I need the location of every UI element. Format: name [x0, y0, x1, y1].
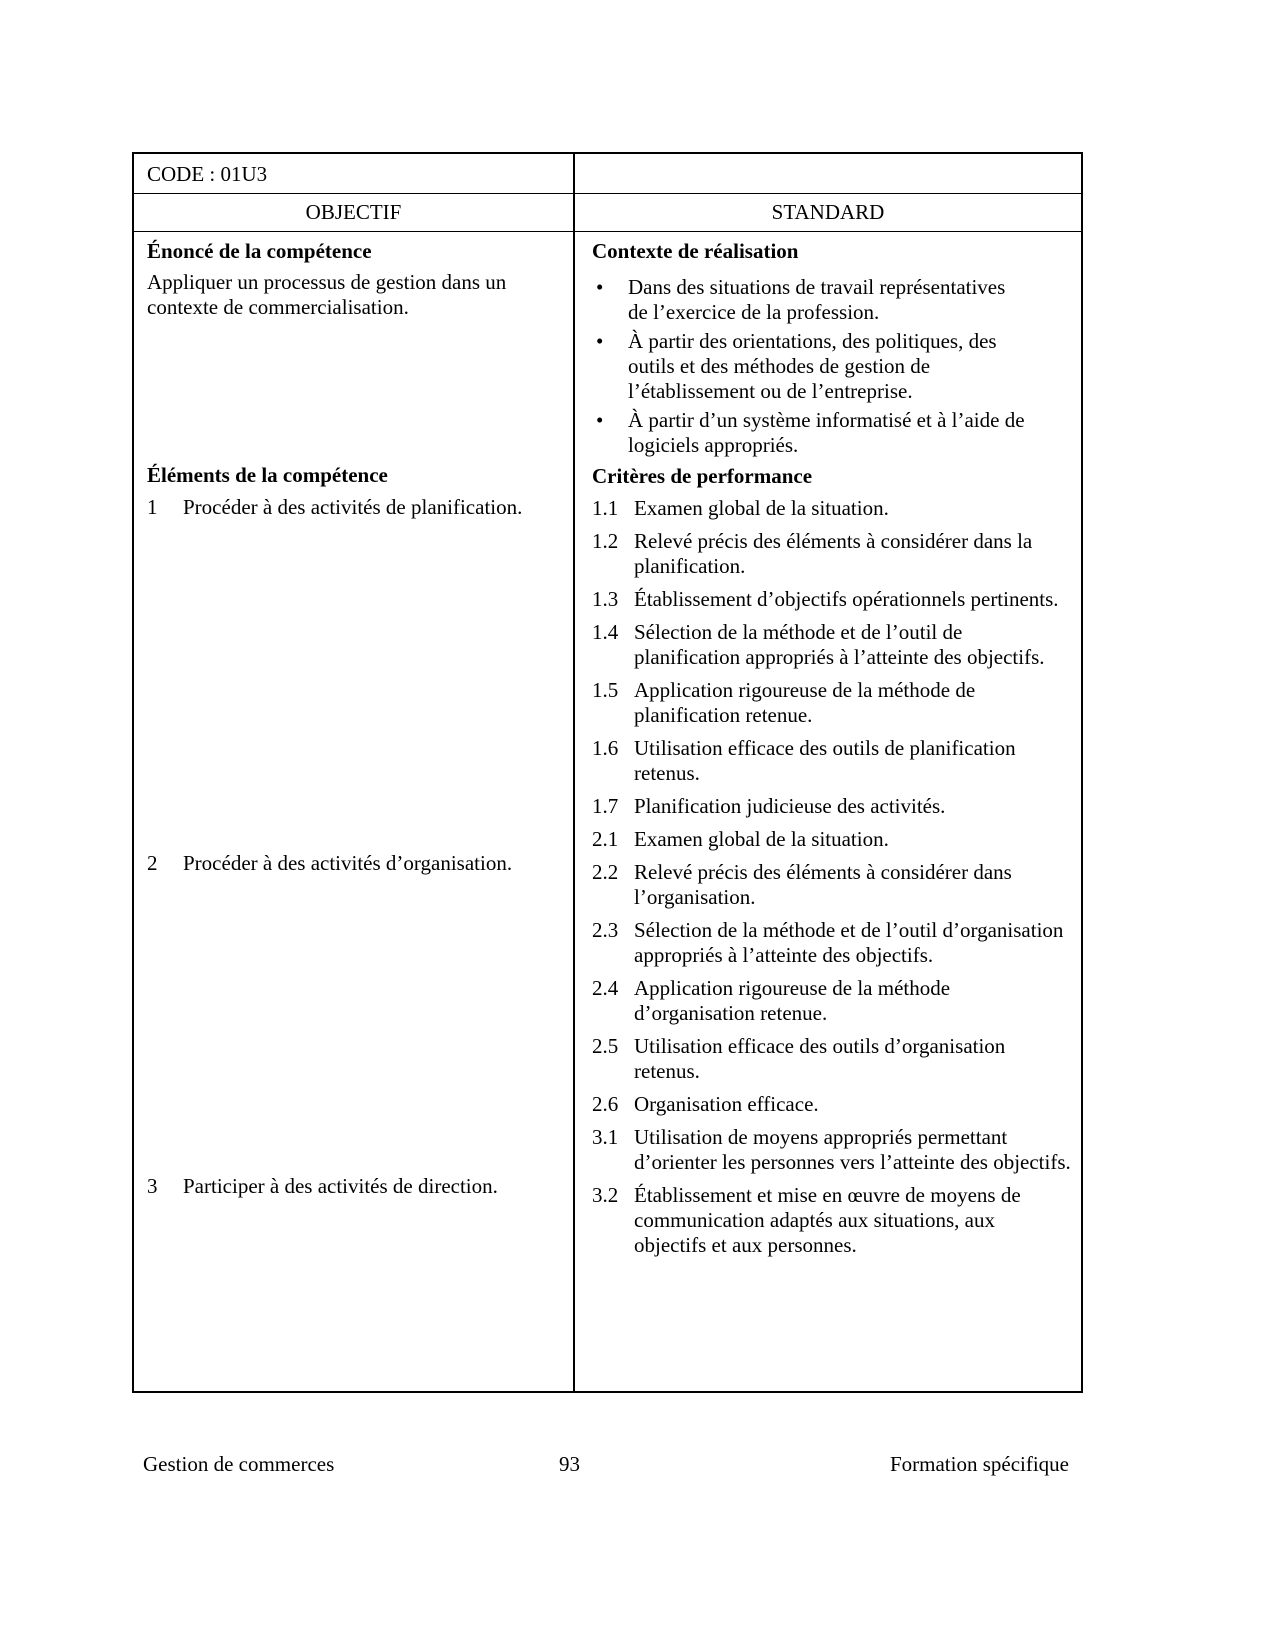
criterion-number: 2.3: [592, 918, 619, 942]
criterion-number: 1.4: [592, 620, 619, 644]
criterion-text: Relevé précis des éléments à considérer dans l’organisation.: [634, 860, 1012, 909]
criterion-item: [592, 918, 1072, 968]
criterion-text: Planification judicieuse des activités.: [634, 794, 946, 818]
criterion-text: Application rigoureuse de la méthode d’organisation retenue.: [634, 976, 951, 1025]
criterion-item: [592, 860, 1072, 910]
standard-column: [592, 239, 1072, 1258]
criterion-number: 2.6: [592, 1092, 619, 1116]
criterion-number: 2.4: [592, 976, 619, 1000]
element-item: 2 Procéder à des activités d’organisation.: [147, 851, 513, 875]
footer-page-number: 93: [559, 1452, 580, 1476]
contexte-title: Contexte de réalisation: [592, 239, 799, 263]
row-divider: [134, 193, 1081, 194]
criterion-number: 1.6: [592, 736, 619, 760]
criterion-item: [592, 620, 1072, 670]
criterion-item: [592, 496, 1072, 521]
objectif-header: OBJECTIF: [305, 200, 402, 224]
criterion-number: 2.2: [592, 860, 619, 884]
row-divider: [134, 231, 1081, 232]
criterion-text: Relevé précis des éléments à considérer dans la planification.: [634, 529, 1033, 578]
criterion-text: Sélection de la méthode et de l’outil de planification appropriés à l’atteinte des objectifs.: [634, 620, 1045, 669]
criterion-number: 2.5: [592, 1034, 619, 1058]
element-item: 1 Procéder à des activités de planification.: [147, 495, 523, 519]
criterion-number: 1.1: [592, 496, 619, 520]
criterion-text: Utilisation efficace des outils de planification retenus.: [634, 736, 1016, 785]
criterion-item: [592, 678, 1072, 728]
enonce-title: Énoncé de la compétence: [147, 239, 372, 263]
enonce-text: Appliquer un processus de gestion dans un contexte de commercialisation.: [147, 270, 507, 319]
criterion-item: [592, 1125, 1072, 1175]
criterion-item: [592, 827, 1072, 852]
criterion-text: Organisation efficace.: [634, 1092, 819, 1116]
criterion-text: Examen global de la situation.: [634, 496, 889, 520]
criterion-text: Utilisation efficace des outils d’organisation retenus.: [634, 1034, 1006, 1083]
criterion-text: Application rigoureuse de la méthode de planification retenue.: [634, 678, 976, 727]
contexte-bullet: • À partir des orientations, des politiques, des outils et des méthodes de gestion de l’établissement ou de l’entreprise.: [592, 329, 1018, 404]
criterion-number: 1.7: [592, 794, 619, 818]
competency-table: [132, 152, 1083, 1393]
contexte-bullet: • Dans des situations de travail représentatives de l’exercice de la profession.: [592, 275, 1028, 325]
criterion-number: 3.1: [592, 1125, 619, 1149]
criterion-item: [592, 1092, 1072, 1117]
element-item: 3 Participer à des activités de direction.: [147, 1174, 498, 1198]
criterion-item: [592, 1183, 1072, 1258]
code-label: CODE : 01U3: [147, 162, 268, 186]
criterion-number: 2.1: [592, 827, 619, 851]
criterion-number: 1.5: [592, 678, 619, 702]
criterion-item: [592, 529, 1072, 579]
footer-left: Gestion de commerces: [143, 1452, 335, 1476]
criterion-item: [592, 1034, 1072, 1084]
criterion-text: Établissement d’objectifs opérationnels pertinents.: [634, 587, 1059, 611]
criterion-text: Établissement et mise en œuvre de moyens de communication adaptés aux situations, aux objectifs et aux personnes.: [634, 1183, 1021, 1257]
criteres-list: [592, 496, 1072, 1258]
criterion-number: 3.2: [592, 1183, 619, 1207]
criterion-text: Sélection de la méthode et de l’outil d’organisation appropriés à l’atteinte des objectifs.: [634, 918, 1064, 967]
contexte-bullet: • À partir d’un système informatisé et à l’aide de logiciels appropriés.: [592, 408, 1028, 458]
criterion-number: 1.3: [592, 587, 619, 611]
standard-header: STANDARD: [771, 200, 885, 224]
column-divider: [573, 154, 575, 1391]
criterion-item: [592, 587, 1072, 612]
footer-right: Formation spécifique: [889, 1452, 1069, 1476]
criterion-item: [592, 976, 1072, 1026]
criterion-item: [592, 736, 1072, 786]
criterion-text: Utilisation de moyens appropriés permettant d’orienter les personnes vers l’atteinte des objectifs.: [634, 1125, 1071, 1174]
criterion-number: 1.2: [592, 529, 619, 553]
elements-title: Éléments de la compétence: [147, 463, 388, 487]
criteres-title: Critères de performance: [592, 464, 813, 488]
criterion-item: [592, 794, 1072, 819]
criterion-text: Examen global de la situation.: [634, 827, 889, 851]
